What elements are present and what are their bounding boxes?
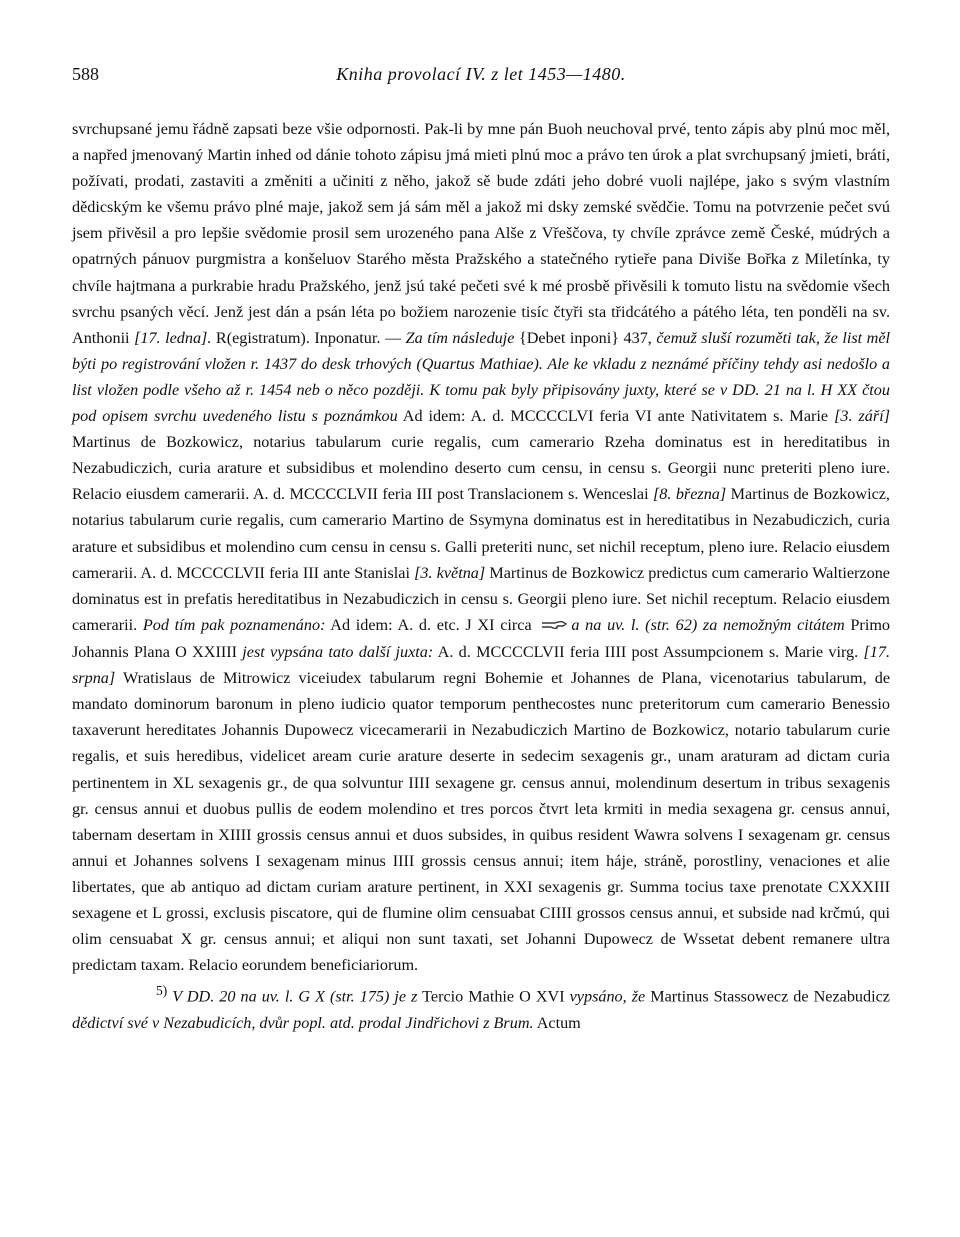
text-segment: Martinus de Bozkowicz, notarius tabularum curie regalis, cum camerario Rzeha dominatus est in hereditatibus in Nezabudiczich, curia arature et subsidibus et molendino deserto cum censu, in censu s. Georgii nunc preteriti pleno iure. Relacio eiusdem camerarii. A. d. MCCCCLVII feria III post Translacionem s. Wenceslai <box>72 433 890 504</box>
italic-note: Za tím následuje <box>405 328 515 347</box>
page-number: 588 <box>72 64 99 84</box>
text-segment: Ad idem: A. d. etc. J XI circa <box>325 615 538 634</box>
text-segment: Wratislaus de Mitrowicz viceiudex tabularum regni Bohemie et Johannes de Plana, vicenotarius tabularum, de mandato dominorum baronum in pleno iudicio quator temporum penthecostes nunc preteritorum cum camerario Benessio taxaverunt hereditates Johannis Dupowecz vicecamerarii in Nezabudiczich Martino de Bozkowicz, notario tabularum curie regalis, et suis heredibus, videlicet aream curie arature deserte in sedecim sexagenis gr., unam araturam ad dictam curia pertinentem in XL sexagenis gr., de qua solvuntur IIII sexagene gr. census annui, molendinum desertum in tribus sexagenis gr. census annui et duobus pullis de eodem molendino et tres porcos čtvrt leta krmiti in media sexagena gr. census annui, tabernam desertam in XIIII grossis census annui et duos subsides, in quibus resident Wawra solvens I sexagenam gr. census annui et Johannes solvens I sexagenam minus IIII grossis census annui; item háje, stráně, porostliny, venaciones et alie libertates, que ab antiquo ad dictam curiam arature pertinent, in XXI sexagenis gr. Summa tocius taxe prenotate CXXXIII sexagene et L grossi, exclusis piscatore, qui de flumine olim censuabat CIIII grossos census annui, et subside nad krčmú, qui olim censuabat X gr. census annui; et aliqui non sunt taxati, set Johanni Dupowecz de Wssetat debent remanere ultra predictam taxam. Relacio eorundem beneficiariorum. <box>72 669 890 975</box>
text-segment: Actum <box>533 1013 581 1032</box>
italic-note: [17. ledna]. <box>134 328 212 347</box>
body-text <box>72 116 890 1036</box>
footnote-marker: 5) <box>156 983 168 999</box>
pointing-hand-icon <box>541 613 567 639</box>
italic-note: V DD. 20 na uv. l. G X (str. 175) je z <box>172 987 418 1006</box>
text-segment: Ad idem: A. d. MCCCCLVI feria VI ante Nativitatem s. Marie <box>397 407 835 426</box>
italic-note: [3. května] <box>414 563 486 582</box>
text-segment: Martinus Stassowecz de Nezabudicz <box>645 987 890 1006</box>
italic-note: jest vypsána tato další juxta: <box>242 643 434 662</box>
italic-note: dědictví své v Nezabudicích, dvůr popl. atd. prodal Jindřichovi z Brum. <box>72 1013 534 1032</box>
page-header <box>72 64 890 90</box>
text-segment: A. d. MCCCCLVII feria IIII post Assumpcionem s. Marie virg. <box>433 643 864 662</box>
text-segment: svrchupsané jemu řádně zapsati beze všie odpornosti. Pak-li by mne pán Buoh neuchoval prvé, tento zápis aby plnú moc měl, a napřed jmenovaný Martin inhed od dánie tohoto zápisu jmá mieti plnú moc a právo ten úrok a plat svrchupsaný jmieti, bráti, požívati, prodati, zastaviti a změniti a učiniti z něho, jakož sě bude zdáti jeho dobré vuoli najlépe, jako s svým vlastním dědicským ke všemu právo plné maje, jakož sem já sám měl a jakož mi dsky zemské svědčie. Tomu na potvrzenie pečet svú jsem přivěsil a pro lepšie svědomie prosil sem urozeného pana Alše z Vřeščova, ty chvíle zprávce země České, múdrých a opatrných pánuov purgmistra a konšeluov Starého města Pražského a statečného rytieře pana Diviše Bořka z Miletínka, ty chvíle hajtmana a purkrabie hradu Pražského, jenž jsú také pečeti své k mé prosbě přivěsili k tomuto listu na svědomie všech svrchu psaných věcí. Jenž jest dán a psán léta po božiem narozenie tisíc čtyři sta třidcátého a pátého léta, ten ponděli na sv. Anthonii <box>72 120 890 347</box>
running-title: Kniha provolací IV. z let 1453—1480. <box>336 64 626 84</box>
italic-note: [8. března] <box>653 485 727 504</box>
text-segment: Tercio Mathie O XVI <box>417 987 570 1006</box>
text-segment: Martinus de Bozkowicz predictus cum camerario Waltierzone dominatus est in prefatis hereditatibus in Nezabudiczich in censu s. Georgii pleno iure. Set nichil receptum. Relacio eiusdem camerarii. <box>72 563 890 634</box>
text-segment: {Debet inponi} 437, <box>514 328 657 347</box>
text-segment: Primo Johannis Plana O XXIIII <box>72 615 891 662</box>
italic-note: čemuž sluší rozuměti tak, že list měl býti po registrování vložen r. 1437 do desk trhových (Quartus Mathiae). Ale ke vkladu z neznámé příčiny tehdy asi nedošlo a list vložen podle všeho až r. 1454 neb o něco později. K tomu pak byly připisovány juxty, které se v DD. 21 na l. H XX čtou pod opisem svrchu uvedeného listu s poznámkou <box>72 328 891 426</box>
text-segment: Martinus de Bozkowicz, notarius tabularum curie regalis, cum camerario Martino de Ssymyna dominatus est in hereditatibus in Nezabudiczich, curia arature et subsidibus et molendino cum censu in censu s. Galli preteriti nunc, set nichil receptum, pleno iure. Relacio eiusdem camerarii. A. d. MCCCCLVII feria III ante Stanislai <box>72 485 890 582</box>
text-segment: R(egistratum). Inponatur. — <box>211 328 406 347</box>
italic-note: Pod tím pak poznamenáno: <box>142 615 326 634</box>
footnote <box>72 978 890 1036</box>
italic-note: a na uv. l. (str. 62) za nemožným citátem <box>571 615 845 634</box>
italic-note: vypsáno, že <box>569 987 646 1006</box>
italic-note: [3. září] <box>834 407 890 426</box>
italic-note: [17. srpna] <box>72 643 890 688</box>
main-paragraph <box>72 116 890 978</box>
